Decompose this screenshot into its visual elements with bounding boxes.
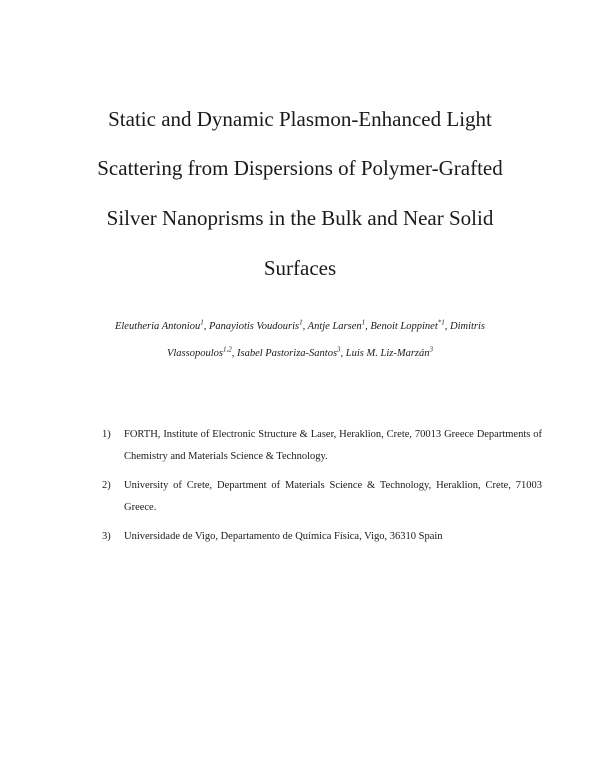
- affiliation-number: 3): [102, 531, 111, 542]
- author-affiliation-mark: 3: [337, 345, 341, 354]
- author-name: Isabel Pastoriza-Santos: [236, 348, 338, 359]
- author-affiliation-mark: 1: [200, 318, 204, 327]
- author-name: Antje Larsen: [307, 321, 362, 332]
- author-name: Panayiotis Voudouris: [208, 321, 300, 332]
- affiliation-number: 1): [102, 429, 111, 440]
- author-affiliation-mark: *1: [437, 318, 445, 327]
- author-name: Dimitris: [450, 321, 486, 332]
- affiliation-text: Universidade de Vigo, Departamento de Química Física, Vigo, 36310 Spain: [124, 531, 443, 542]
- affiliation-item: [102, 526, 542, 548]
- author-affiliation-mark: 1,2: [222, 345, 232, 354]
- affiliation-text: FORTH, Institute of Electronic Structure & Laser, Heraklion, Crete, 70013 Greece Departments of Chemistry and Materials Science & Technology.: [124, 429, 542, 462]
- author-name: Vlassopoulos: [166, 348, 223, 359]
- affiliation-item: [102, 475, 542, 519]
- title-line-2: Scattering from Dispersions of Polymer-Grafted: [97, 156, 503, 180]
- title-line-1: Static and Dynamic Plasmon-Enhanced Light: [108, 107, 492, 131]
- author-affiliation-mark: 1: [361, 318, 366, 327]
- author-affiliation-mark: 1: [299, 318, 303, 327]
- author-line-1: Eleutheria Antoniou$^1$, Panayiotis Voudouris$^1$, Antje Larsen$^1$, Benoit Loppinet$^{*1}$, Dimitris: [114, 318, 486, 332]
- affiliation-item: [102, 424, 542, 468]
- title-line-4: Surfaces: [263, 256, 337, 280]
- author-name: Luis M. Liz-Marzán: [345, 348, 430, 359]
- title-line-3: Silver Nanoprisms in the Bulk and Near Solid: [106, 206, 494, 230]
- affiliation-text: University of Crete, Department of Materials Science & Technology, Heraklion, Crete, 71003 Greece.: [124, 480, 542, 513]
- author-line-2: Vlassopoulos$^{1,2}$, Isabel Pastoriza-Santos$^3$, Luis M. Liz-Marzán$^3$: [166, 345, 434, 359]
- author-name: Eleutheria Antoniou: [114, 321, 201, 332]
- affiliation-number: 2): [102, 480, 111, 491]
- author-name: Benoit Loppinet: [370, 321, 438, 332]
- author-affiliation-mark: 3: [429, 345, 434, 354]
